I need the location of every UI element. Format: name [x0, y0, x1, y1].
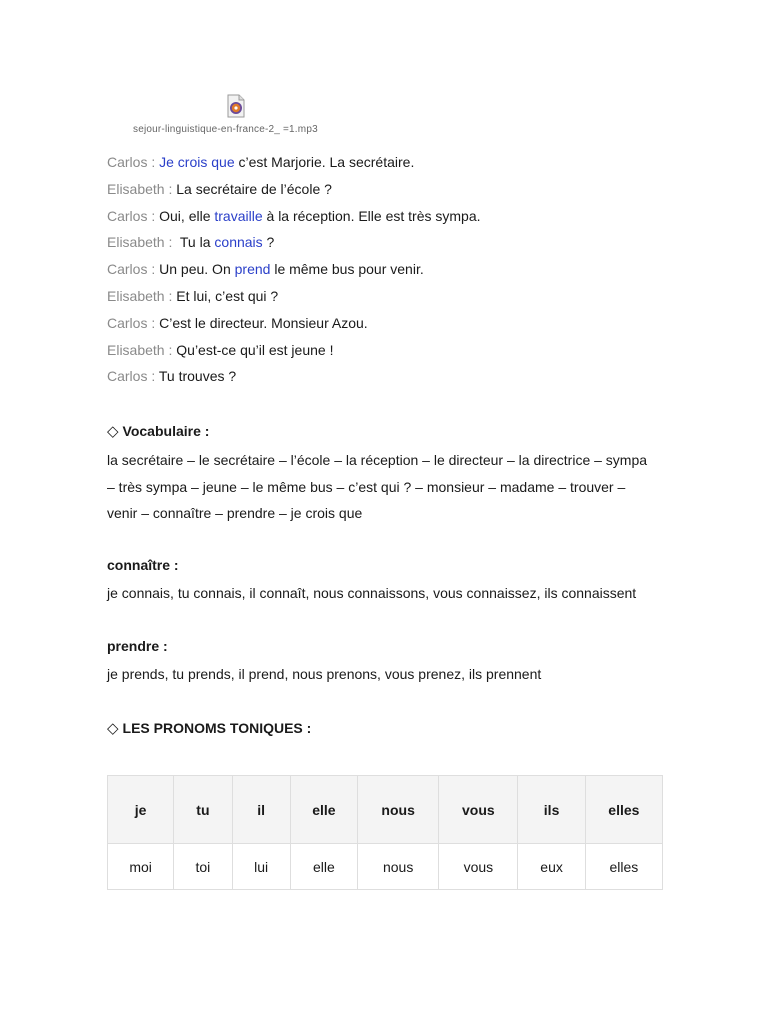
highlighted-phrase: travaille	[214, 207, 263, 224]
dialogue-text: La secrétaire de l’école ?	[176, 180, 332, 197]
connaitre-conjugation: je connais, tu connais, il connaît, nous connaissons, vous connaissez, ils connaissent	[107, 585, 637, 601]
speaker-name: Elisabeth :	[107, 341, 177, 358]
dialogue-text: Un peu. On	[159, 261, 235, 278]
table-cell: elle	[290, 844, 357, 890]
table-cell: lui	[232, 844, 290, 890]
dialogue-line	[107, 337, 667, 364]
vocabulaire-heading	[107, 422, 209, 440]
table-cell: moi	[108, 844, 174, 890]
audio-file-icon	[227, 94, 245, 118]
highlighted-phrase: connais	[214, 234, 263, 251]
dialogue-line	[107, 310, 667, 337]
table-header-cell: nous	[358, 776, 439, 844]
table-cell: eux	[518, 844, 585, 890]
dialogue-text: Oui, elle	[159, 207, 215, 224]
table-cell: elles	[585, 844, 662, 890]
audio-attachment[interactable]	[133, 94, 353, 140]
table-header-cell: elle	[290, 776, 357, 844]
pronoms-title: LES PRONOMS TONIQUES :	[122, 720, 312, 736]
dialogue-line	[107, 176, 667, 203]
dialogue-line	[107, 283, 667, 310]
prendre-conjugation: je prends, tu prends, il prend, nous prenons, vous prenez, ils prennent	[107, 666, 542, 682]
pronoms-heading	[107, 719, 311, 737]
speaker-name: Elisabeth :	[107, 180, 177, 197]
attachment-filename[interactable]: sejour-linguistique-en-france-2_ =1.mp3	[133, 124, 318, 135]
dialogue-text: Tu trouves ?	[158, 368, 237, 385]
dialogue-line	[107, 363, 667, 390]
pronoms-table	[107, 775, 663, 890]
dialogue-text: Qu’est-ce qu’il est jeune !	[176, 341, 334, 358]
table-header-row	[108, 776, 663, 844]
vocabulaire-list: la secrétaire – le secrétaire – l’école – la réception – le directeur – la directrice – sympa – très sympa – jeune – le même bus – c’est qui ? – monsieur – madame – trouver – venir – connaître – prendre – je crois que	[107, 452, 648, 521]
speaker-name: Carlos :	[107, 154, 160, 170]
speaker-name: Carlos :	[107, 261, 160, 278]
dialogue-line	[107, 229, 667, 256]
table-header-cell: elles	[585, 776, 662, 844]
dialogue-text: ?	[262, 234, 275, 251]
prendre-label: prendre :	[107, 638, 168, 654]
speaker-name: Elisabeth :	[107, 287, 177, 304]
diamond-icon: ◇	[107, 423, 119, 440]
dialogue-line	[107, 149, 667, 176]
vocabulaire-title: Vocabulaire :	[122, 423, 210, 439]
speaker-name: Carlos :	[107, 207, 160, 224]
diamond-icon: ◇	[107, 720, 119, 737]
dialogue-line	[107, 256, 667, 283]
table-header-cell: je	[108, 776, 174, 844]
table-header-cell: tu	[174, 776, 232, 844]
dialogue-text: le même bus pour venir.	[270, 261, 424, 278]
dialogue	[107, 149, 667, 390]
table-cell: nous	[358, 844, 439, 890]
highlighted-phrase: prend	[234, 261, 271, 278]
dialogue-text: C’est le directeur. Monsieur Azou.	[159, 314, 368, 331]
dialogue-text: Tu la	[176, 234, 215, 251]
table-cell: toi	[174, 844, 232, 890]
table-header-cell: vous	[439, 776, 518, 844]
speaker-name: Carlos :	[107, 368, 159, 385]
dialogue-text: à la réception. Elle est très sympa.	[262, 207, 481, 224]
speaker-name: Elisabeth :	[107, 234, 177, 251]
dialogue-line	[107, 203, 667, 230]
table-cell: vous	[439, 844, 518, 890]
table-row	[108, 844, 663, 890]
speaker-name: Carlos :	[107, 314, 160, 331]
table-header-cell: ils	[518, 776, 585, 844]
dialogue-text: c’est Marjorie. La secrétaire.	[234, 154, 415, 170]
connaitre-label: connaître :	[107, 557, 179, 573]
table-header-cell: il	[232, 776, 290, 844]
highlighted-phrase: Je crois que	[159, 154, 235, 170]
dialogue-text: Et lui, c’est qui ?	[176, 287, 279, 304]
